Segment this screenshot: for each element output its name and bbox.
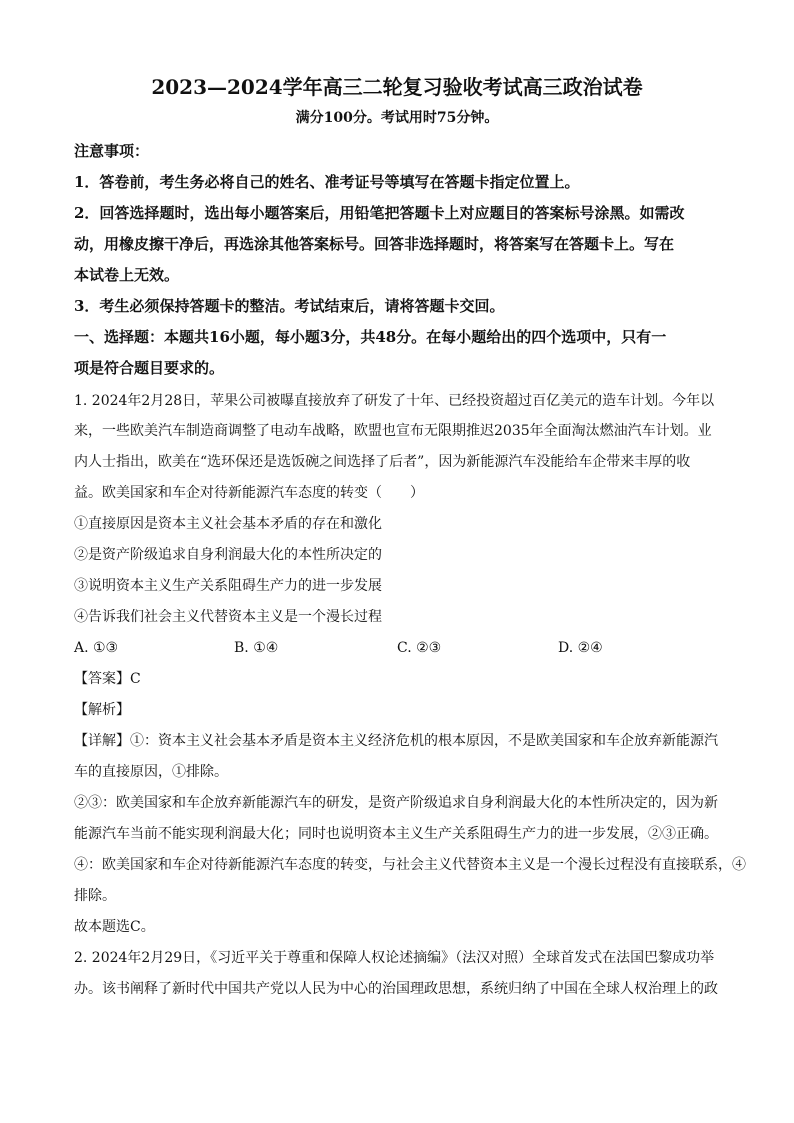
question-1-option-c: C. ②③ xyxy=(397,640,442,656)
page-subtitle: 满分100分。考试用时75分钟。 xyxy=(295,110,499,126)
question-1-stem-line-3: 内人士指出，欧美在“选环保还是选饭碗之间选择了后者”，因为新能源汽车没能给车企带来丰厚的收 xyxy=(74,454,691,470)
question-1-detail-3-line-1: ④：欧美国家和车企对待新能源汽车态度的转变，与社会主义代替资本主义是一个漫长过程没有直接联系，④ xyxy=(74,857,746,873)
notice-heading: 注意事项： xyxy=(74,142,150,160)
notice-item-2-line-3: 本试卷上无效。 xyxy=(74,266,180,284)
question-1-detail-1-line-2: 车的直接原因，①排除。 xyxy=(74,764,228,780)
question-1-detail-3-line-2: 排除。 xyxy=(74,888,116,904)
notice-item-1: 1．答卷前，考生务必将自己的姓名、准考证号等填写在答题卡指定位置上。 xyxy=(74,173,580,191)
question-2-stem-line-1: 2. 2024年2月29日，《习近平关于尊重和保障人权论述摘编》（法汉对照）全球首发式在法国巴黎成功举 xyxy=(74,950,715,966)
question-1-stem-line-2: 来，一些欧美汽车制造商调整了电动车战略，欧盟也宣布无限期推迟2035年全面淘汰燃油汽车计划。业 xyxy=(74,423,712,439)
section-heading-line-2: 项是符合题目要求的。 xyxy=(74,359,225,377)
question-1-analysis-label: 【解析】 xyxy=(74,702,130,718)
question-1-detail-2-line-2: 能源汽车当前不能实现利润最大化；同时也说明资本主义生产关系阻碍生产力的进一步发展，②③正确。 xyxy=(74,826,718,842)
notice-item-2-line-2: 动，用橡皮擦干净后，再选涂其他答案标号。回答非选择题时，将答案写在答题卡上。写在 xyxy=(74,235,675,253)
section-heading-line-1: 一、选择题：本题共16小题，每小题3分，共48分。在每小题给出的四个选项中，只有一 xyxy=(74,328,667,346)
notice-item-3: 3．考生必须保持答题卡的整洁。考试结束后，请将答题卡交回。 xyxy=(74,297,505,315)
question-1-stem-line-4: 益。欧美国家和车企对待新能源汽车态度的转变（ ） xyxy=(74,485,424,501)
question-1-detail-1-line-1: 【详解】①：资本主义社会基本矛盾是资本主义经济危机的根本原因，不是欧美国家和车企放弃新能源汽 xyxy=(74,733,718,749)
question-1-statement-3: ③说明资本主义生产关系阻碍生产力的进一步发展 xyxy=(74,578,382,594)
question-1-stem-line-1: 1. 2024年2月28日，苹果公司被曝直接放弃了研发了十年、已经投资超过百亿美元的造车计划。今年以 xyxy=(74,393,715,409)
question-1-option-b: B. ①④ xyxy=(234,640,279,656)
question-1-statement-2: ②是资产阶级追求自身利润最大化的本性所决定的 xyxy=(74,547,382,563)
notice-item-2-line-1: 2．回答选择题时，选出每小题答案后，用铅笔把答题卡上对应题目的答案标号涂黑。如需改 xyxy=(74,204,685,222)
question-1-statement-1: ①直接原因是资本主义社会基本矛盾的存在和激化 xyxy=(74,516,382,532)
question-1-statement-4: ④告诉我们社会主义代替资本主义是一个漫长过程 xyxy=(74,609,382,625)
question-1-detail-2-line-1: ②③：欧美国家和车企放弃新能源汽车的研发，是资产阶级追求自身利润最大化的本性所决定的，因为新 xyxy=(74,795,718,811)
question-2-stem-line-2: 办。该书阐释了新时代中国共产党以人民为中心的治国理政思想，系统归纳了中国在全球人权治理上的政 xyxy=(74,981,718,997)
page-title: 2023—2024学年高三二轮复习验收考试高三政治试卷 xyxy=(151,75,643,99)
question-1-option-a: A. ①③ xyxy=(74,640,119,656)
question-1-conclusion: 故本题选C。 xyxy=(74,919,155,935)
question-1-answer: 【答案】C xyxy=(74,671,141,687)
question-1-option-d: D. ②④ xyxy=(558,640,603,656)
